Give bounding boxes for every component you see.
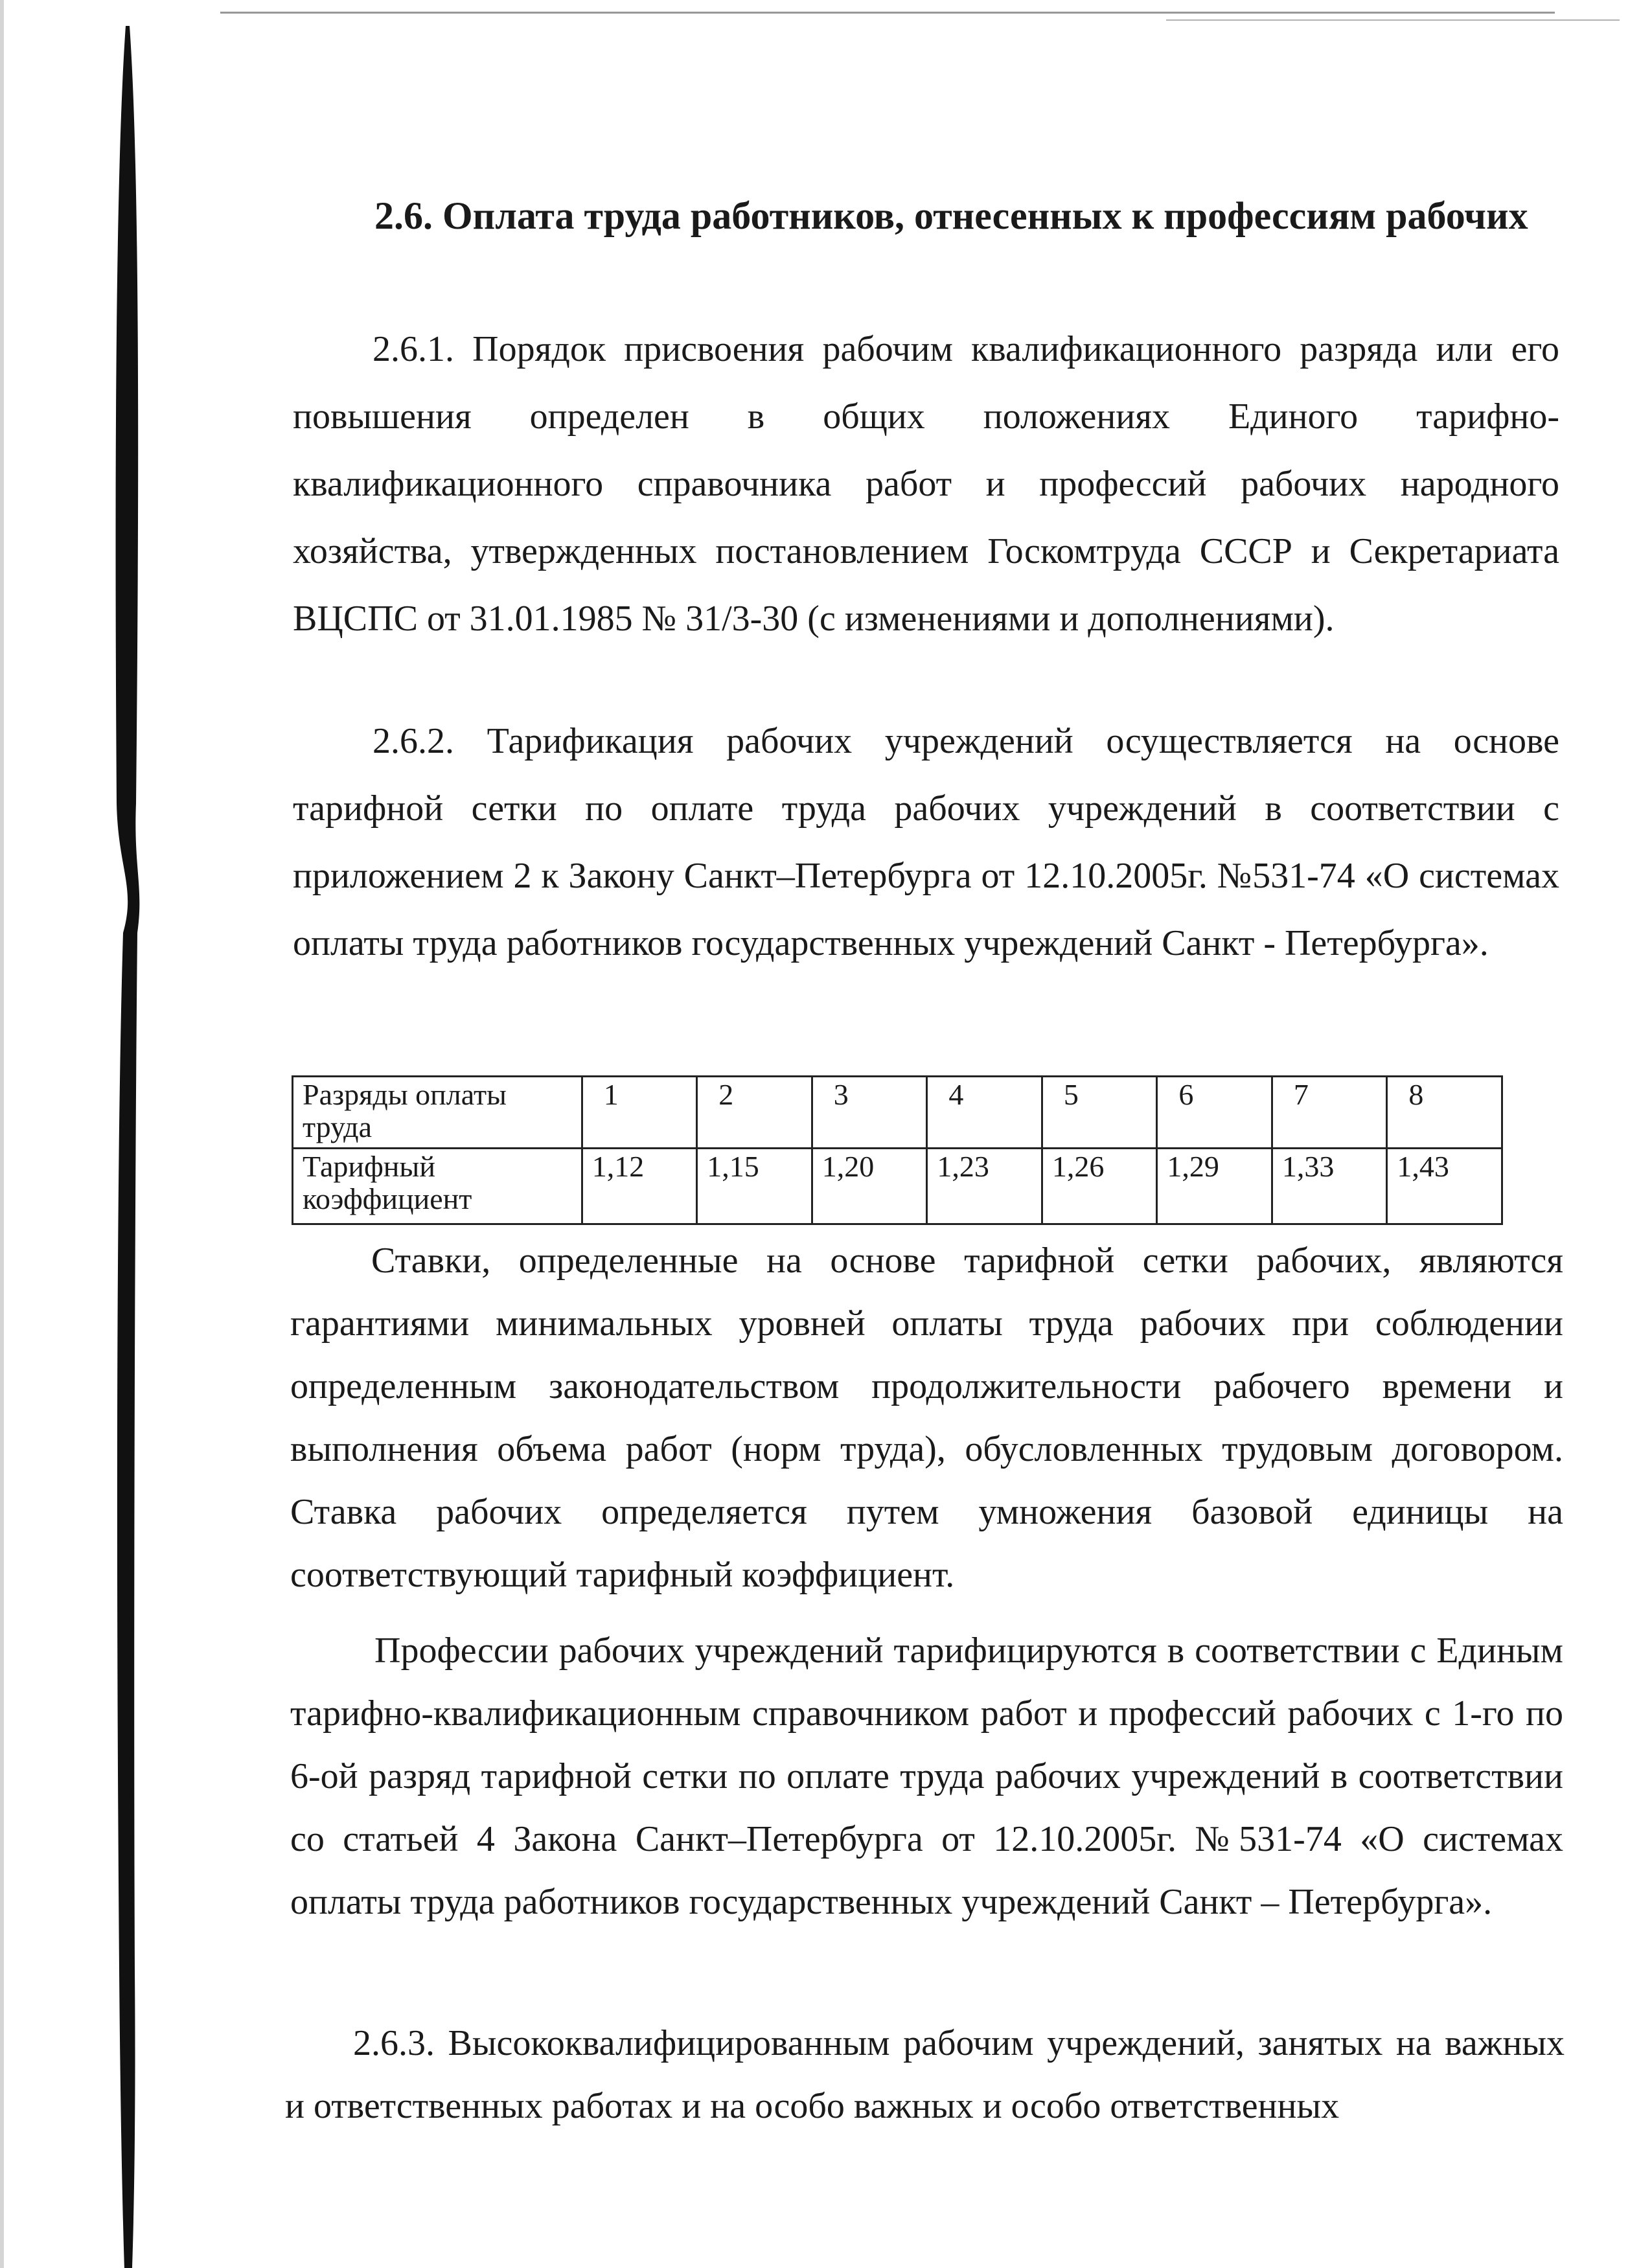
paragraph-2-6-2: 2.6.2. Тарификация рабочих учреждений осуществляется на основе тарифной сетки по оплате труда рабочих учреждений в соответствии с приложением 2 к Закону Санкт–Петербурга от 12.10.2005г. №531-74 «О системах оплаты труда работников государственных учреждений Санкт - Петербурга».: [293, 721, 1559, 963]
paragraph-rates: Ставки, определенные на основе тарифной сетки рабочих, являются гарантиями минимальных уровней оплаты труда рабочих при соблюдении определенным законодательством продолжительности рабочего времени и выполнения объема работ (норм труда), обусловленных трудовым договором. Ставка рабочих определяется путем умножения базовой единицы на соответствующий тарифный коэффициент.: [290, 1241, 1563, 1595]
coefficient-cell: 1,15: [697, 1149, 812, 1224]
grade-cell: 6: [1157, 1077, 1272, 1149]
table-row-label: Тарифный коэффициент: [293, 1149, 582, 1224]
paragraph-2-6-1: 2.6.1. Порядок присвоения рабочим квалификационного разряда или его повышения определен в общих положениях Единого тарифно-квалификационного справочника работ и профессий рабочих народного хозяйства, утвержденных постановлением Госкомтруда СССР и Секретариата ВЦСПС от 31.01.1985 № 31/3-30 (с изменениями и дополнениями).: [293, 329, 1559, 639]
coefficient-cell: 1,43: [1387, 1149, 1502, 1224]
grade-cell: 1: [582, 1077, 697, 1149]
scan-edge-artifact: [0, 0, 4, 2268]
paragraph-professions: Профессии рабочих учреждений тарифицируются в соответствии с Единым тарифно-квалификационным справочником работ и профессий рабочих с 1-го по 6-ой разряд тарифной сетки по оплате труда рабочих учреждений в соответствии со статьей 4 Закона Санкт–Петербурга от 12.10.2005г. №531-74 «О системах оплаты труда работников государственных учреждений Санкт – Петербурга».: [290, 1631, 1563, 1922]
tariff-coefficient-table: [292, 1075, 1503, 1225]
grade-cell: 8: [1387, 1077, 1502, 1149]
table-row-grades: [293, 1077, 1502, 1149]
table-header-label: Разряды оплаты труда: [293, 1077, 582, 1149]
binding-thread-mark: [97, 26, 155, 2268]
grade-cell: 3: [812, 1077, 927, 1149]
grade-cell: 2: [697, 1077, 812, 1149]
grade-cell: 5: [1042, 1077, 1157, 1149]
section-title: 2.6. Оплата труда работников, отнесенных к профессиям рабочих: [374, 194, 1528, 237]
coefficient-cell: 1,23: [927, 1149, 1042, 1224]
coefficient-cell: 1,20: [812, 1149, 927, 1224]
coefficient-cell: 1,29: [1157, 1149, 1272, 1224]
coefficient-cell: 1,33: [1272, 1149, 1387, 1224]
scan-top-line-artifact-2: [1166, 19, 1620, 21]
paragraph-2-6-3: 2.6.3. Высококвалифицированным рабочим учреждений, занятых на важных и ответственных работах и на особо важных и особо ответственных: [285, 2023, 1565, 2126]
table-row-coefficients: [293, 1149, 1502, 1224]
scan-top-line-artifact: [220, 12, 1555, 14]
coefficient-cell: 1,26: [1042, 1149, 1157, 1224]
grade-cell: 7: [1272, 1077, 1387, 1149]
coefficient-cell: 1,12: [582, 1149, 697, 1224]
grade-cell: 4: [927, 1077, 1042, 1149]
